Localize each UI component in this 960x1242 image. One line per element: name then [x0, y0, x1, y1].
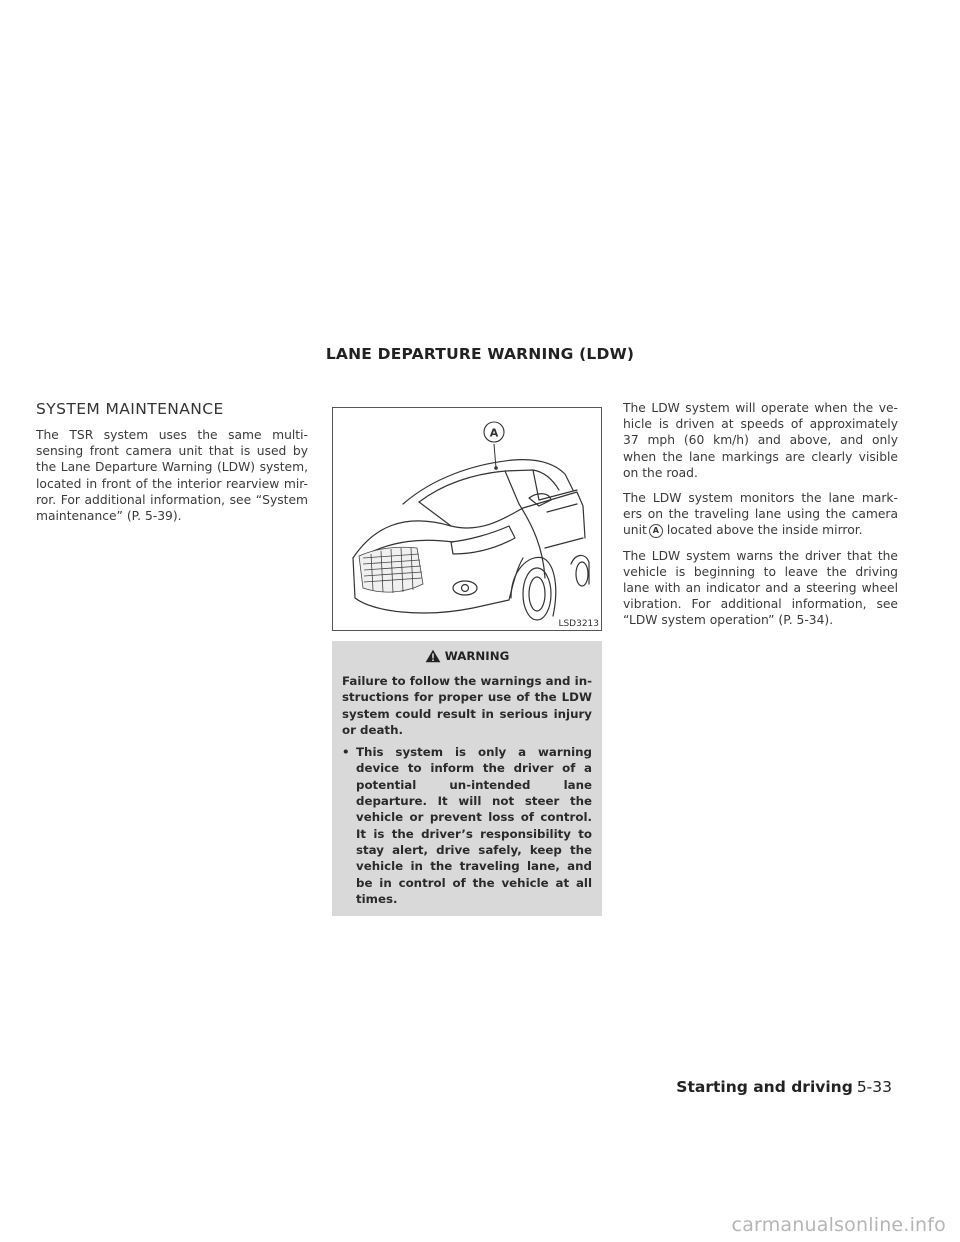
- middle-column: [332, 400, 602, 916]
- warning-header: [342, 649, 592, 663]
- ldw-operation-paragraph: The LDW system will operate when the ve-hicle is driven at speeds of approximately 37 mph (60 km/h) and above, and only when the lane markings are clearly visible on the road.: [623, 401, 898, 480]
- ldw-warning-paragraph: The LDW system warns the driver that the vehicle is beginning to leave the driving lane with an indicator and a steering wheel vibration. For additional information, see “LDW system operation” (P. 5-34).: [623, 548, 898, 628]
- right-column: [623, 400, 898, 638]
- ldw-monitor-text-start: The LDW system monitors the lane mark-ers on the traveling lane using the camera unit: [623, 491, 898, 538]
- ldw-monitor-paragraph: [623, 490, 898, 539]
- left-column: [36, 400, 308, 533]
- footer-chapter: Starting and driving: [676, 1078, 853, 1096]
- system-maintenance-heading: SYSTEM MAINTENANCE: [36, 400, 224, 418]
- warning-list-item: [342, 744, 592, 907]
- camera-dot: [494, 466, 498, 470]
- bullet: •: [342, 745, 350, 760]
- warning-intro: Failure to follow the warnings and in-structions for proper use of the LDW system could result in serious injury or death.: [342, 674, 592, 737]
- car-camera-figure: [332, 407, 602, 631]
- warning-title: WARNING: [444, 649, 510, 663]
- watermark: carmanualsonline.info: [731, 1214, 946, 1236]
- warning-triangle-icon: [425, 649, 441, 663]
- footer-page-number: 5-33: [856, 1078, 892, 1096]
- figure-code: LSD3213: [558, 619, 599, 629]
- system-maintenance-paragraph: The TSR system uses the same multi-sensing front camera unit that is used by the Lane Departure Warning (LDW) system, located in front of the interior rearview mir-ror. For additional information, see “System maintenance” (P. 5-39).: [36, 428, 308, 524]
- page-footer: [676, 1078, 892, 1096]
- callout-a-icon: [484, 422, 504, 442]
- circled-letter-icon: A: [649, 524, 663, 538]
- svg-text:A: A: [489, 426, 499, 440]
- ldw-monitor-text-end: located above the inside mirror.: [666, 523, 863, 538]
- warning-box: [332, 641, 602, 916]
- car-illustration: [333, 408, 601, 630]
- warning-item-text: This system is only a warning device to inform the driver of a potential un-intended lane departure. It will not steer the vehicle or prevent loss of control. It is the driver’s responsibility to stay alert, drive safely, keep the vehicle in the traveling lane, and be in control of the vehicle at all times.: [356, 745, 592, 906]
- section-title: LANE DEPARTURE WARNING (LDW): [325, 345, 635, 363]
